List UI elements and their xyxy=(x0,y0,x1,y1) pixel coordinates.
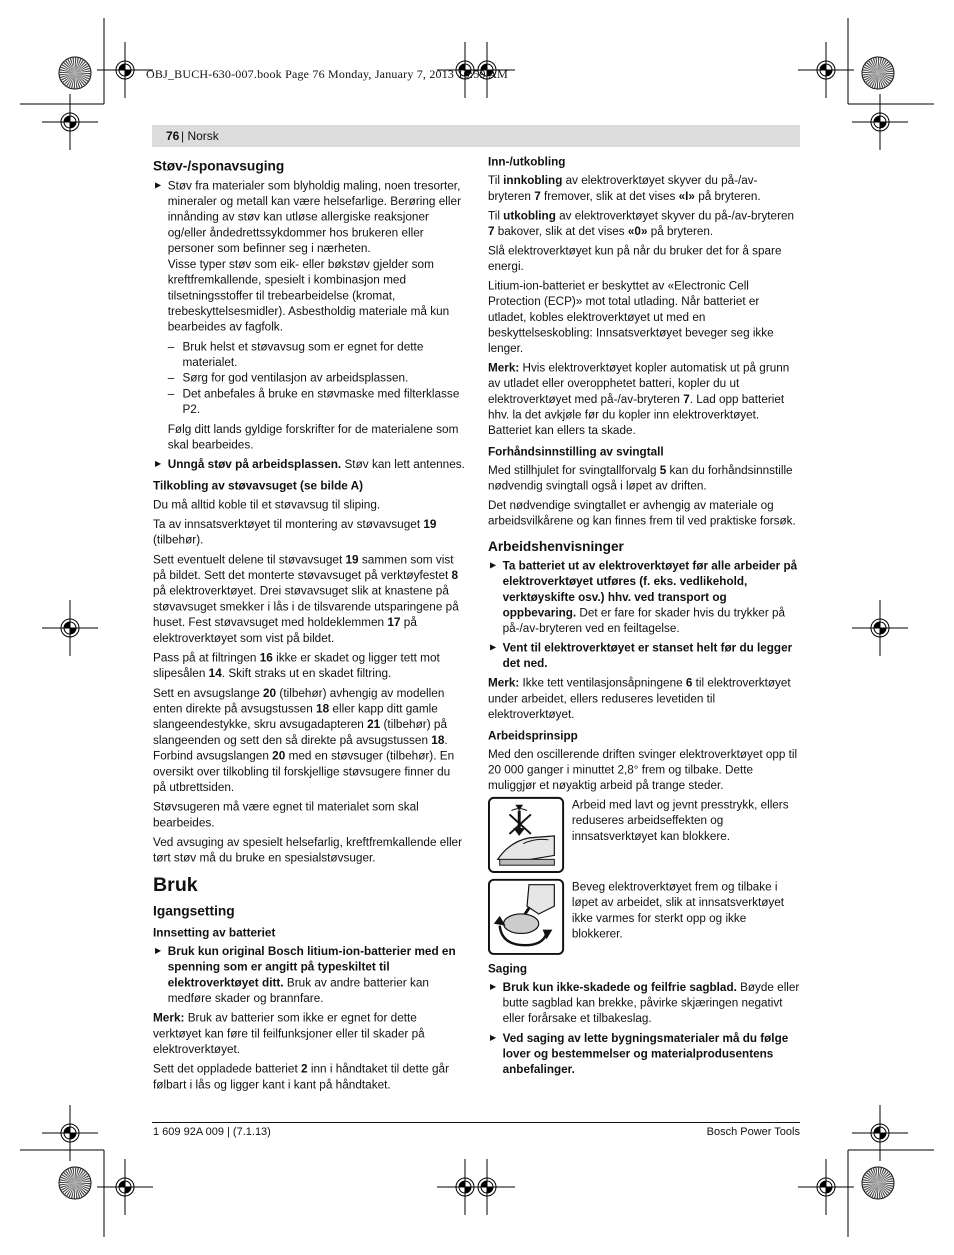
heading-innsetting: Innsetting av batteriet xyxy=(153,925,276,940)
paragraph: Til innkobling av elektroverktøyet skyver du på-/av-bryteren 7 fremover, slik at det vises «I» på bryteren. xyxy=(488,173,761,203)
registration-mark xyxy=(852,1105,908,1161)
back-and-forth-illustration xyxy=(488,879,564,955)
registration-mark xyxy=(798,42,854,98)
starburst-mark xyxy=(862,57,894,89)
footer-rule xyxy=(152,1122,800,1123)
bullet-avoid-dust: ▶ Unngå støv på arbeidsplassen. Støv kan lett antennes. xyxy=(153,456,465,472)
registration-mark xyxy=(459,1159,515,1215)
page-header-bar xyxy=(152,125,800,147)
footer-doc-number: 1 609 92A 009 | (7.1.13) xyxy=(153,1126,271,1138)
heading-arbeidshenvisninger: Arbeidshenvisninger xyxy=(488,538,624,554)
bullet-remove-battery: ▶ Ta batteriet ut av elektroverktøyet før alle arbeider på elektroverktøyet utføres (f. eks. vedlikehold, verktøyskifte osv.) hhv. ved transport og oppbevaring. Det er fare for skader hvis du trykker på på-/av-bryteren ved en feiltagelse. xyxy=(488,558,800,636)
paragraph: Sett det oppladede batteriet 2 inn i håndtaket til dette går følbart i lås og ligger kant i kant på håndtaket. xyxy=(153,1061,450,1092)
figure-row-pressure xyxy=(488,797,800,873)
bullet-saw-blades: ▶ Bruk kun ikke-skadede og feilfrie sagblad. Bøyde eller butte sagblad kan brekke, påvirke skjæringen negativt eller forårsake et tilbakeslag. xyxy=(488,979,800,1026)
paragraph: Med stillhjulet for svingtallforvalg 5 kan du forhåndsinnstille nødvendig svingtall også i løpet av driften. xyxy=(488,463,793,493)
right-column xyxy=(488,154,800,1081)
dash-item: – Det anbefales å bruke en støvmaske med filterklasse P2. xyxy=(168,386,465,417)
paragraph: Det nødvendige svingtallet er avhengig av materiale og arbeidsvilkårene og kan finnes frem til ved praktiske forsøk. xyxy=(488,498,796,528)
footer-brand: Bosch Power Tools xyxy=(706,1126,800,1138)
registration-mark xyxy=(42,1105,98,1161)
low-pressure-illustration xyxy=(488,797,564,873)
page-language: | Norsk xyxy=(181,129,219,143)
registration-mark xyxy=(97,42,153,98)
registration-mark xyxy=(42,600,98,656)
starburst-mark xyxy=(59,1167,91,1199)
starburst-mark xyxy=(862,1167,894,1199)
paragraph: Pass på at filtringen 16 ikke er skadet og ligger tett mot slipesålen 14. Skift straks ut en skadet filtring. xyxy=(153,650,440,681)
figure-caption: Beveg elektroverktøyet frem og tilbake i løpet av arbeidet, slik at innsatsverktøyet ikke varmes for sterkt opp og ikke blokkerer. xyxy=(571,879,785,941)
heading-saging: Saging xyxy=(488,961,528,976)
registration-mark xyxy=(42,94,98,150)
starburst-mark xyxy=(59,57,91,89)
page-number: 76 xyxy=(166,129,180,143)
heading-bruk: Bruk xyxy=(153,874,198,897)
heading-inn-ut: Inn-/utkobling xyxy=(488,154,566,169)
bullet-battery: ▶ Bruk kun original Bosch litium-ion-batterier med en spenning som er angitt på typeskiltet til elektroverktøyet ditt. Bruk av andre batterier kan medføre skader og brannfare. xyxy=(153,943,465,1006)
paragraph: Følg ditt lands gyldige forskrifter for de materialene som skal bearbeides. xyxy=(167,421,459,452)
paragraph: Til utkobling av elektroverktøyet skyver du på-/av-bryteren 7 bakover, slik at det vises «0» på bryteren. xyxy=(488,208,794,238)
note: Merk: Bruk av batterier som ikke er egnet for dette verktøyet kan føre til feilfunksjoner eller til skader på elektroverktøyet. xyxy=(153,1010,425,1057)
heading-igangsetting: Igangsetting xyxy=(153,902,235,919)
book-header: OBJ_BUCH-630-007.book Page 76 Monday, January 7, 2013 10:59 AM xyxy=(146,67,508,81)
paragraph: Ta av innsatsverktøyet til montering av støvavsuget 19 (tilbehør). xyxy=(153,517,437,547)
paragraph: Du må alltid koble til et støvavsug til sliping. xyxy=(153,497,381,512)
paragraph: Sett en avsugslange 20 (tilbehør) avhengig av modellen enten direkte på avsugstussen 18 eller kapp ditt gamle slangeendestykke, skru avsugadapteren 21 (tilbehør) på slangeenden og sett den så direkte på avsugstussen 18. Forbind avsugslangen 20 med en støvsuger (tilbehør). En oversikt over tilkobling til forskjellige støvsugere finner du på utbrettsiden. xyxy=(153,686,455,794)
paragraph: Ved avsuging av spesielt helsefarlig, kreftfremkallende eller tørt støv må du bruke en spesialstøvsuger. xyxy=(153,835,463,865)
bullet-wait-stop: ▶ Vent til elektroverktøyet er stanset helt før du legger det ned. xyxy=(488,640,800,671)
registration-mark xyxy=(97,1159,153,1215)
dash-item: – Bruk helst et støvavsug som er egnet for dette materialet. xyxy=(168,339,465,370)
dash-list xyxy=(153,339,465,418)
figure-caption: Arbeid med lavt og jevnt presstrykk, ellers reduseres arbeidseffekten og innsatsverktøyet kan blokkere. xyxy=(571,797,789,843)
bullet-building-materials: ▶ Ved saging av lette bygningsmaterialer må du følge lover og bestemmelser og materialprodusentens anbefalinger. xyxy=(488,1030,800,1077)
left-column xyxy=(153,154,465,1096)
heading-stov: Støv-/sponavsuging xyxy=(153,157,285,174)
paragraph: Sett eventuelt delene til støvavsuget 19 sammen som vist på bildet. Sett det monterte støvavsuget på verktøyfestet 8 på elektroverktøyet. Drei støvavsuget slik at knastene på støvavsuget smekker i lås i de tilsvarende utsparingene på huset. Fest støvavsuget med holdeklemmen 17 på elektroverktøyet som vist på bildet. xyxy=(153,552,459,645)
heading-arbeidsprinsipp: Arbeidsprinsipp xyxy=(488,728,578,743)
note: Merk: Ikke tett ventilasjonsåpningene 6 til elektroverktøyet under arbeidet, ellers reduseres levetiden til elektroverktøyet. xyxy=(488,675,791,721)
paragraph: Litium-ion-batteriet er beskyttet av «Electronic Cell Protection (ECP)» mot total utlading. Når batteriet er utladet, kobles elektroverktøyet ut med en beskyttelseskobling: Innsatsverktøyet beveger seg ikke lenger. xyxy=(488,278,774,355)
paragraph: Med den oscillerende driften svinger elektroverktøyet opp til 20 000 ganger i minuttet 2,8° frem og tilbake. Dette muliggjør et nøyaktig arbeid på trange steder. xyxy=(488,747,798,793)
dash-item: – Sørg for god ventilasjon av arbeidsplassen. xyxy=(168,370,465,386)
registration-mark xyxy=(852,600,908,656)
paragraph: Slå elektroverktøyet kun på når du bruker det for å spare energi. xyxy=(488,243,782,274)
bullet-dust-warning: ▶ Støv fra materialer som blyholdig maling, noen tresorter, mineraler og metall kan være helsefarlige. Berøring eller innånding av støv kan utløse allergiske reaksjoner og/eller åndedrettssykdommer hos brukeren eller personer som befinner seg i nærheten. Visse typer støv som eik- eller bøkstøv gjelder som kreftfremkallende, spesielt i kombinasjon med tilsetningsstoffer til trebearbeidelse (kromat, trebeskyttelsesmidler). Asbestholdig materiale må kun bearbeides av fagfolk. xyxy=(153,178,465,335)
paragraph: Støvsugeren må være egnet til materialet som skal bearbeides. xyxy=(153,799,419,830)
heading-tilkobling: Tilkobling av støvavsuget (se bilde A) xyxy=(153,478,364,493)
note: Merk: Hvis elektroverktøyet kopler automatisk ut på grunn av utladet eller overopphetet batteri, kopler du ut elektroverktøyet med på-/av-bryteren 7. Lad opp batteriet hhv. la det avkjøle før du kopler inn elektroverktøyet. Batteriet kan ellers ta skade. xyxy=(488,360,790,437)
figure-row-motion xyxy=(488,879,800,955)
registration-mark xyxy=(798,1159,854,1215)
heading-forhandsinnstilling: Forhåndsinnstilling av svingtall xyxy=(488,444,664,459)
registration-mark xyxy=(852,94,908,150)
